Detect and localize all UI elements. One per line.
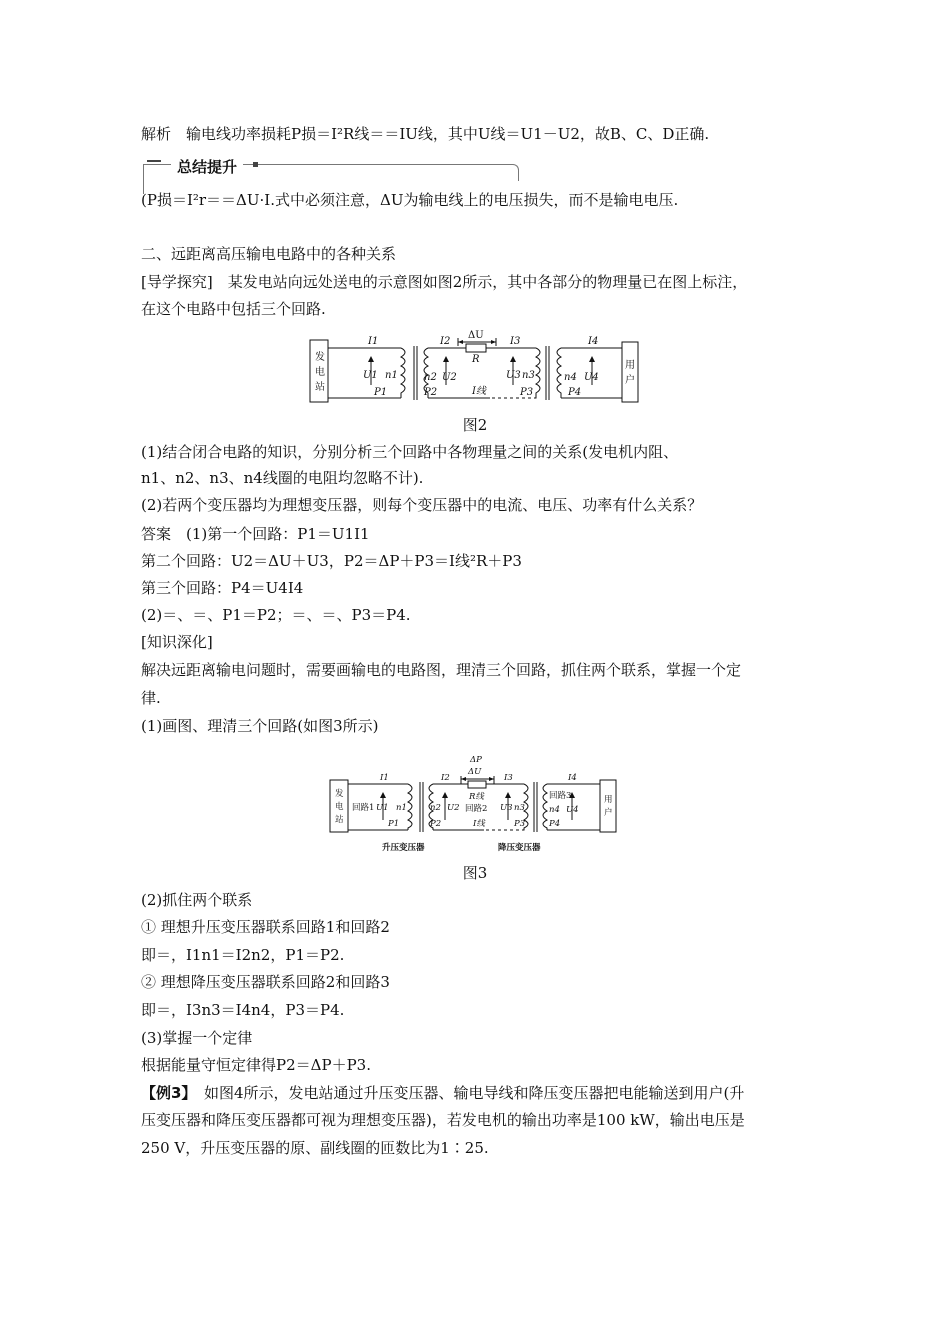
fig3-label-U1: U1 (376, 803, 389, 813)
fig2-label-U2: U2 (442, 372, 457, 383)
energy-law: 根据能量守恒定律得P2＝ΔP＋P3. (141, 1056, 371, 1074)
figure-2-diagram (308, 330, 640, 410)
fig3-label-P2: P2 (430, 819, 442, 829)
summary-header (143, 156, 520, 182)
link-2-heading: ② 理想降压变压器联系回路2和回路3 (141, 973, 390, 991)
section-heading: 二、远距离高压输电电路中的各种关系 (141, 245, 397, 263)
fig3-label-U2: U2 (447, 803, 460, 813)
example-text-1: 如图4所示，发电站通过升压变压器、输电导线和降压变压器把电能输送到用户(升 (188, 1084, 745, 1102)
step-3: (3)掌握一个定律 (141, 1029, 253, 1047)
fig3-step-up-label: 升压变压器 (382, 843, 425, 853)
fig3-label-I3: I3 (504, 773, 513, 783)
analysis-line: 解析 输电线功率损耗P损＝I²R线＝＝IU线，其中U线＝U1－U2，故B、C、D正确. (141, 125, 710, 143)
fig3-label-dP: ΔP (470, 755, 482, 765)
example-line-3: 250 V，升压变压器的原、副线圈的匝数比为1∶25. (141, 1139, 489, 1157)
fig3-label-P3: P3 (514, 819, 526, 829)
fig3-label-n4: n4 (549, 805, 560, 815)
fig3-station-1: 发 (335, 789, 344, 799)
summary-label: 总结提升 (171, 156, 243, 177)
fig2-label-dU: ΔU (468, 330, 484, 341)
guide-text-1: [导学探究] 某发电站向远处送电的示意图如图2所示，其中各部分的物理量已在图上标注， (141, 273, 748, 291)
fig2-label-n2: n2 (424, 372, 437, 383)
fig3-label-loop3: 回路3 (549, 791, 572, 801)
fig3-station-3: 站 (335, 815, 344, 825)
fig2-label-P1: P1 (374, 387, 388, 398)
step-1: (1)画图、理清三个回路(如图3所示) (141, 717, 379, 735)
fig3-label-loop1: 回路1 (352, 803, 375, 813)
fig2-label-R: R (472, 354, 480, 365)
example-line-2: 压变压器和降压变压器都可视为理想变压器)，若发电机的输出功率是100 kW，输出电压是 (141, 1111, 745, 1129)
fig2-label-P2: P2 (424, 387, 438, 398)
fig2-label-P4: P4 (568, 387, 582, 398)
answer-line-2: 第二个回路：U2＝ΔU＋U3，P2＝ΔP＋P3＝I线²R＋P3 (141, 552, 522, 570)
figure-3-diagram (328, 752, 620, 856)
summary-square-icon (253, 162, 258, 167)
fig2-station-2: 电 (315, 367, 325, 378)
answer-line-1: 答案 (1)第一个回路：P1＝U1I1 (141, 525, 370, 543)
fig3-label-I2: I2 (441, 773, 450, 783)
fig2-label-I3: I3 (510, 336, 521, 347)
answer-line-3: 第三个回路：P4＝U4I4 (141, 579, 304, 597)
fig2-station-3: 站 (315, 382, 325, 393)
question-2: (2)若两个变压器均为理想变压器，则每个变压器中的电流、电压、功率有什么关系？ (141, 496, 703, 514)
fig3-label-I4: I4 (568, 773, 577, 783)
fig2-label-n3: n3 (522, 370, 535, 381)
fig3-user-2: 户 (604, 808, 613, 818)
fig3-label-Iline: I线 (473, 819, 485, 829)
step-2: (2)抓住两个联系 (141, 891, 253, 909)
fig3-label-P1: P1 (388, 819, 400, 829)
fig2-label-n1: n1 (385, 370, 398, 381)
fig3-label-n1: n1 (396, 803, 407, 813)
fig3-label-I1: I1 (380, 773, 389, 783)
figure-3-caption: 图3 (462, 864, 488, 882)
link-1-heading: ① 理想升压变压器联系回路1和回路2 (141, 918, 390, 936)
fig3-label-loop2: 回路2 (465, 804, 488, 814)
fig2-label-P3: P3 (520, 387, 534, 398)
summary-dash (147, 160, 161, 169)
fig3-label-P4: P4 (549, 819, 561, 829)
knowledge-text-2: 律. (141, 689, 161, 707)
fig2-label-I2: I2 (440, 336, 451, 347)
fig2-label-U3: U3 (506, 370, 521, 381)
fig3-label-U4: U4 (566, 805, 579, 815)
fig2-label-I1: I1 (368, 336, 379, 347)
fig2-label-I4: I4 (588, 336, 599, 347)
fig2-label-n4: n4 (564, 372, 577, 383)
fig2-label-U4: U4 (584, 372, 599, 383)
fig2-user-2: 户 (625, 375, 635, 386)
question-1-line-1: (1)结合闭合电路的知识，分别分析三个回路中各物理量之间的关系(发电机内阻、 (141, 443, 679, 461)
example-line-1 (141, 1083, 744, 1103)
fig2-user-1: 用 (625, 360, 635, 371)
link-2-formula: 即＝，I3n3＝I4n4，P3＝P4. (141, 1001, 345, 1019)
fig3-label-U3: U3 (500, 803, 513, 813)
fig2-station-1: 发 (315, 352, 325, 363)
fig3-station-2: 电 (335, 802, 344, 812)
fig3-user-1: 用 (604, 795, 613, 805)
fig3-label-n2: n2 (430, 803, 441, 813)
fig2-label-Iline: I线 (472, 386, 486, 397)
figure-2-caption: 图2 (462, 416, 488, 434)
fig3-label-Rline: R线 (469, 792, 484, 802)
answer-line-4: (2)＝、＝、P1＝P2；＝、＝、P3＝P4. (141, 606, 411, 624)
fig3-step-down-label: 降压变压器 (498, 843, 541, 853)
fig3-label-dU: ΔU (468, 767, 482, 777)
fig3-label-n3: n3 (514, 803, 525, 813)
knowledge-text-1: 解决远距离输电问题时，需要画输电的电路图，理清三个回路，抓住两个联系，掌握一个定 (141, 661, 742, 679)
fig2-label-U1: U1 (363, 370, 378, 381)
summary-text: (P损＝I²r＝＝ΔU·I.式中必须注意，ΔU为输电线上的电压损失，而不是输电电压. (141, 191, 679, 209)
example-tag: 【例3】 (141, 1084, 189, 1102)
guide-text-2: 在这个电路中包括三个回路. (141, 300, 326, 318)
question-1-line-2: n1、n2、n3、n4线圈的电阻均忽略不计). (141, 469, 424, 487)
link-1-formula: 即＝，I1n1＝I2n2，P1＝P2. (141, 946, 345, 964)
knowledge-heading: [知识深化] (141, 633, 213, 651)
